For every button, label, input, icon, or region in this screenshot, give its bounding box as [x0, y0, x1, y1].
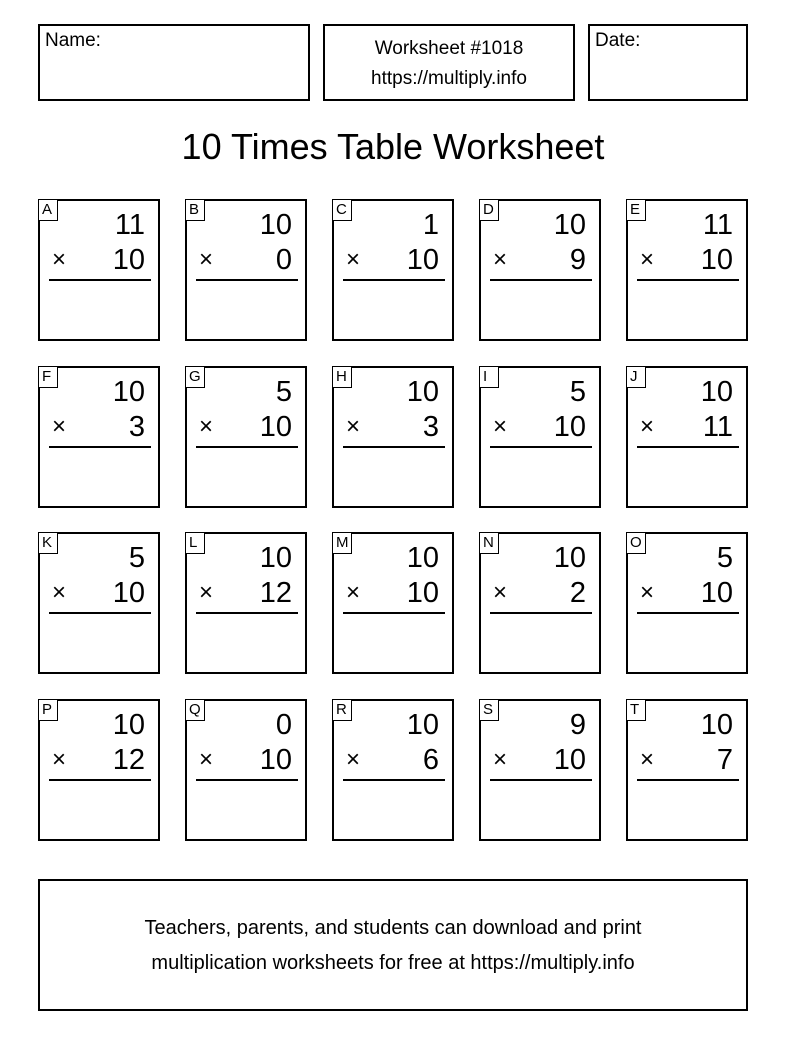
problem-top-number: 5: [716, 542, 733, 574]
problem-card[interactable]: [38, 366, 160, 508]
answer-line: [343, 779, 445, 781]
problem-letter: M: [332, 532, 352, 554]
problem-letter: J: [626, 366, 646, 388]
problem-card[interactable]: [185, 366, 307, 508]
problem-top-number: 11: [114, 209, 145, 241]
problem-bottom-number: 10: [406, 577, 439, 609]
problem-card[interactable]: [38, 199, 160, 341]
answer-line: [49, 612, 151, 614]
problem-bottom-number: 10: [259, 411, 292, 443]
problem-card[interactable]: [626, 699, 748, 841]
problem-top-number: 1: [422, 209, 439, 241]
multiply-sign-icon: ×: [493, 413, 508, 440]
problem-bottom-number: 10: [406, 244, 439, 276]
multiply-sign-icon: ×: [52, 413, 67, 440]
problem-card[interactable]: [332, 199, 454, 341]
problem-top-number: 5: [128, 542, 145, 574]
problem-top-number: 10: [259, 542, 292, 574]
problem-top-number: 10: [406, 376, 439, 408]
problem-card[interactable]: [38, 699, 160, 841]
problem-card[interactable]: [332, 366, 454, 508]
problem-top-number: 9: [569, 709, 586, 741]
problem-card[interactable]: [626, 199, 748, 341]
problem-letter: S: [479, 699, 499, 721]
page-title: 10 Times Table Worksheet: [181, 126, 605, 167]
problem-top-number: 0: [275, 709, 292, 741]
problem-bottom-number: 10: [700, 244, 733, 276]
worksheet-number: Worksheet #1018: [374, 38, 524, 59]
multiply-sign-icon: ×: [493, 746, 508, 773]
answer-line: [490, 279, 592, 281]
answer-line: [49, 446, 151, 448]
problem-letter: I: [479, 366, 499, 388]
date-field[interactable]: [588, 24, 748, 101]
problem-bottom-number: 10: [112, 577, 145, 609]
multiply-sign-icon: ×: [493, 246, 508, 273]
name-label: Name:: [45, 30, 101, 51]
problem-card[interactable]: [479, 199, 601, 341]
problem-letter: H: [332, 366, 352, 388]
problem-card[interactable]: [185, 199, 307, 341]
answer-line: [343, 279, 445, 281]
problem-card[interactable]: [185, 532, 307, 674]
multiply-sign-icon: ×: [199, 246, 214, 273]
problem-letter: O: [626, 532, 646, 554]
problem-bottom-number: 10: [553, 411, 586, 443]
problem-bottom-number: 7: [716, 744, 733, 776]
problem-bottom-number: 6: [422, 744, 439, 776]
problem-letter: C: [332, 199, 352, 221]
date-label: Date:: [595, 30, 641, 51]
answer-line: [490, 779, 592, 781]
footer-line-2: multiplication worksheets for free at https://multiply.info: [151, 952, 635, 974]
multiply-sign-icon: ×: [640, 746, 655, 773]
multiply-sign-icon: ×: [640, 413, 655, 440]
problem-card[interactable]: [479, 699, 601, 841]
multiply-sign-icon: ×: [199, 746, 214, 773]
problem-letter: K: [38, 532, 58, 554]
answer-line: [196, 279, 298, 281]
answer-line: [196, 612, 298, 614]
multiply-sign-icon: ×: [52, 746, 67, 773]
answer-line: [343, 612, 445, 614]
problem-bottom-number: 12: [112, 744, 145, 776]
problem-letter: N: [479, 532, 499, 554]
problem-bottom-number: 3: [422, 411, 439, 443]
problem-letter: E: [626, 199, 646, 221]
answer-line: [49, 779, 151, 781]
problem-bottom-number: 3: [128, 411, 145, 443]
problem-top-number: 10: [112, 709, 145, 741]
problem-letter: L: [185, 532, 205, 554]
problem-bottom-number: 2: [569, 577, 586, 609]
problem-letter: R: [332, 699, 352, 721]
problem-top-number: 10: [553, 209, 586, 241]
multiply-sign-icon: ×: [52, 246, 67, 273]
problem-bottom-number: 10: [553, 744, 586, 776]
problem-bottom-number: 9: [569, 244, 586, 276]
problem-card[interactable]: [332, 532, 454, 674]
problem-top-number: 5: [275, 376, 292, 408]
answer-line: [637, 446, 739, 448]
problem-card[interactable]: [38, 532, 160, 674]
multiply-sign-icon: ×: [640, 246, 655, 273]
problem-letter: G: [185, 366, 205, 388]
worksheet-url: https://multiply.info: [371, 68, 527, 89]
problem-top-number: 11: [702, 209, 733, 241]
problem-bottom-number: 10: [700, 577, 733, 609]
answer-line: [343, 446, 445, 448]
problem-card[interactable]: [479, 532, 601, 674]
multiply-sign-icon: ×: [346, 246, 361, 273]
multiply-sign-icon: ×: [346, 413, 361, 440]
problem-letter: D: [479, 199, 499, 221]
multiply-sign-icon: ×: [346, 746, 361, 773]
answer-line: [637, 612, 739, 614]
problem-top-number: 10: [406, 709, 439, 741]
problem-top-number: 10: [112, 376, 145, 408]
answer-line: [637, 279, 739, 281]
worksheet-info-box: [323, 24, 575, 101]
problem-bottom-number: 11: [702, 411, 733, 443]
problem-card[interactable]: [332, 699, 454, 841]
problem-top-number: 10: [406, 542, 439, 574]
problem-letter: Q: [185, 699, 205, 721]
answer-line: [490, 612, 592, 614]
problem-card[interactable]: [185, 699, 307, 841]
answer-line: [196, 779, 298, 781]
problem-bottom-number: 0: [275, 244, 292, 276]
answer-line: [490, 446, 592, 448]
multiply-sign-icon: ×: [640, 579, 655, 606]
problem-letter: A: [38, 199, 58, 221]
problem-top-number: 10: [553, 542, 586, 574]
multiply-sign-icon: ×: [199, 413, 214, 440]
problem-letter: F: [38, 366, 58, 388]
problem-bottom-number: 10: [112, 244, 145, 276]
problem-card[interactable]: [626, 366, 748, 508]
name-field[interactable]: [38, 24, 310, 101]
problem-bottom-number: 12: [259, 577, 292, 609]
problem-top-number: 10: [700, 376, 733, 408]
answer-line: [49, 279, 151, 281]
multiply-sign-icon: ×: [346, 579, 361, 606]
multiply-sign-icon: ×: [493, 579, 508, 606]
problem-top-number: 10: [700, 709, 733, 741]
problem-bottom-number: 10: [259, 744, 292, 776]
problem-card[interactable]: [626, 532, 748, 674]
problem-card[interactable]: [479, 366, 601, 508]
answer-line: [196, 446, 298, 448]
problem-letter: P: [38, 699, 58, 721]
answer-line: [637, 779, 739, 781]
footer-note: [38, 879, 748, 1011]
problem-letter: B: [185, 199, 205, 221]
multiply-sign-icon: ×: [199, 579, 214, 606]
problem-top-number: 10: [259, 209, 292, 241]
problem-top-number: 5: [569, 376, 586, 408]
multiply-sign-icon: ×: [52, 579, 67, 606]
footer-line-1: Teachers, parents, and students can download and print: [144, 917, 642, 939]
problem-letter: T: [626, 699, 646, 721]
